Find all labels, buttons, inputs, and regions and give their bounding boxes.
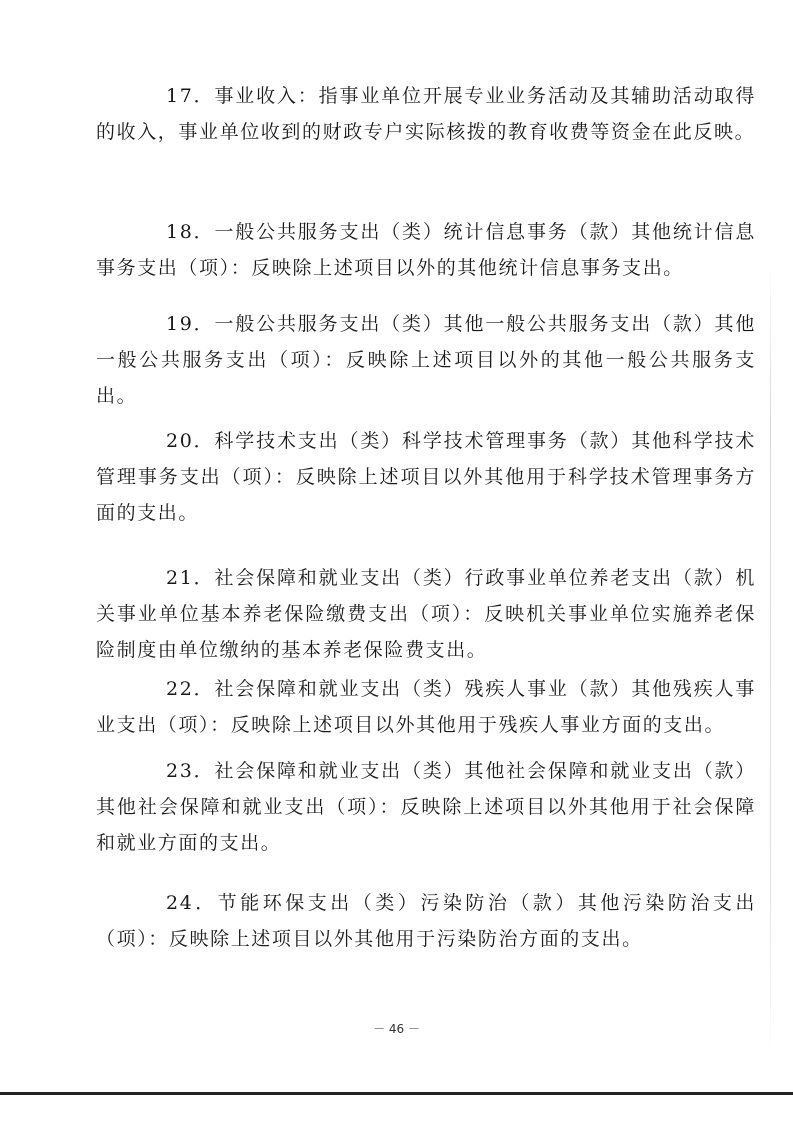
scan-edge-line (770, 260, 771, 1060)
paragraph-17: 17．事业收入：指事业单位开展专业业务活动及其辅助活动取得的收入，事业单位收到的财政专户实际核拨的教育收费等资金在此反映。 (96, 85, 756, 143)
paragraph-22: 22．社会保障和就业支出（类）残疾人事业（款）其他残疾人事业支出（项）：反映除上述项目以外其他用于残疾人事业方面的支出。 (96, 678, 756, 736)
page-number: － 46 － (373, 1022, 420, 1036)
paragraph-20: 20．科学技术支出（类）科学技术管理事务（款）其他科学技术管理事务支出（项）：反映除上述项目以外其他用于科学技术管理事务方面的支出。 (96, 430, 756, 524)
bottom-rule (0, 1092, 793, 1095)
paragraph-18: 18．一般公共服务支出（类）统计信息事务（款）其他统计信息事务支出（项）：反映除上述项目以外的其他统计信息事务支出。 (96, 221, 756, 279)
paragraph-23: 23．社会保障和就业支出（类）其他社会保障和就业支出（款）其他社会保障和就业支出（项）：反映除上述项目以外其他用于社会保障和就业方面的支出。 (96, 760, 756, 854)
paragraph-21: 21．社会保障和就业支出（类）行政事业单位养老支出（款）机关事业单位基本养老保险缴费支出（项）：反映机关事业单位实施养老保险制度由单位缴纳的基本养老保险费支出。 (96, 567, 756, 661)
paragraph-24: 24．节能环保支出（类）污染防治（款）其他污染防治支出（项）：反映除上述项目以外其他用于污染防治方面的支出。 (96, 892, 756, 950)
paragraph-19: 19．一般公共服务支出（类）其他一般公共服务支出（款）其他一般公共服务支出（项）：反映除上述项目以外的其他一般公共服务支出。 (96, 313, 756, 407)
